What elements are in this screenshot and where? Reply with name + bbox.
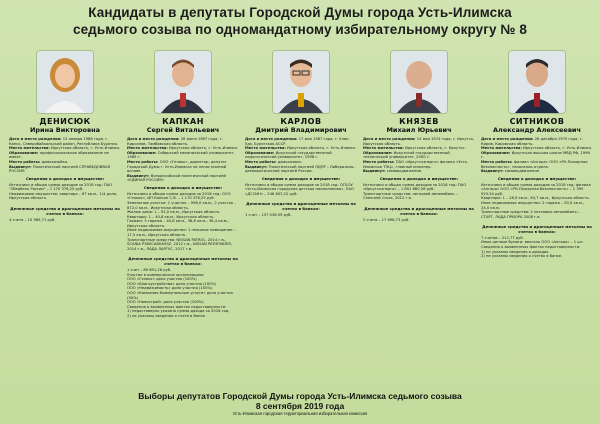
candidate-bio-line: [363, 169, 475, 174]
bio-value: 14 мая 1974 года, г. Иркутск, Иркутская область.: [363, 137, 475, 146]
bio-value: 26 июня 1967 года, г. Кирсанов, Тамбовская область.: [127, 137, 223, 146]
candidate-photo: [508, 50, 566, 114]
bio-label: Место жительства:: [245, 146, 286, 151]
deposit-line: ООО «Недвижимость» доля участия (100%): [127, 286, 213, 291]
bio-label: Образование:: [363, 150, 393, 155]
bio-value: Сибирский механический университет, 1989 г.: [127, 150, 235, 160]
bio-value: Всероссийской политической партией «ЕДИНАЯ РОССИЯ»: [127, 173, 226, 183]
deposit-line: 1) не указаны сведения о доходах.: [481, 249, 550, 254]
bio-value: Иркутская область, г. Иркутск.: [405, 146, 466, 151]
candidate-given-name: Александр Алексеевич: [493, 126, 581, 134]
candidate-column: [478, 46, 596, 382]
income-section-title: Сведения о доходах и имуществе:: [25, 175, 105, 181]
income-line: Источники и общая сумма доходов за 2018 год: филиал «Ангара» ООО «РН-Пожарная безопасность» – 1 395 925,54 руб.: [481, 182, 591, 196]
candidate-bio-line: [245, 151, 357, 160]
candidate-surname: КНЯЗЕВ: [399, 117, 439, 126]
candidate-bio-line: [127, 174, 239, 183]
income-section-title: Сведения о доходах и имуществе:: [497, 175, 577, 181]
bio-value: самовыдвижение.: [386, 169, 423, 174]
poster-title: [0, 4, 600, 38]
bio-label: Дата и место рождения:: [127, 137, 180, 141]
candidate-bio-line: [9, 137, 121, 146]
income-line: Источники и общая сумма доходов за 2018 год: ПАО "Сбербанк России" – 1 170 376,25 руб.: [9, 182, 113, 192]
candidate-bio-line: [9, 151, 121, 160]
candidate-surname: СИТНИКОВ: [509, 117, 565, 126]
bio-value: Иркутская область, г. Усть-Илимск.: [169, 146, 239, 151]
candidate-photo: [36, 50, 94, 114]
bio-label: Выдвинут:: [9, 164, 32, 169]
candidate-column: [242, 46, 360, 382]
income-line: Транспортные средства: 2 легковых автомобиля – СТАРТ, ЛАДА ПРИОРА 2008 г.в.: [481, 210, 580, 219]
candidate-column: [6, 46, 124, 382]
bio-label: Дата и место рождения:: [9, 137, 62, 141]
bio-value: 26 декабря 1970 года, г. Киров, Кировская область.: [481, 137, 583, 146]
income-section-title: Сведения о доходах и имуществе:: [143, 184, 223, 190]
bio-value: Политической партией ЛДПР – Либерально-демократической партией России.: [245, 164, 355, 174]
candidate-surname: КАПКАН: [162, 117, 204, 126]
bio-label: Образование:: [481, 150, 511, 155]
poster-title-line1: Кандидаты в депутаты Городской Думы города Усть-Илимска: [88, 5, 512, 20]
bio-value: профессиональное образование не имеет.: [9, 150, 109, 160]
bio-value: Иркутский государственный педагогический университет, 1998 г.: [245, 150, 332, 160]
deposit-line: 4 счета – 10 989,71 руб.: [9, 217, 56, 222]
bio-label: Место жительства:: [9, 146, 50, 151]
candidate-bio-line: [481, 151, 593, 160]
bio-label: Место работы:: [245, 159, 277, 164]
deposit-line: Сведения о выявленных фактах недостоверности:: [481, 245, 581, 250]
deposits-section-title: Денежные средства и драгоценные металлы на счетах в банках:: [128, 256, 238, 267]
bio-value: домохозяйка.: [41, 159, 69, 164]
bio-value: домохозяин.: [277, 159, 303, 164]
bio-label: Место работы:: [363, 159, 395, 164]
footer-line1: Выборы депутатов Городской Думы города Усть-Илимска седьмого созыва: [138, 391, 462, 401]
bio-value: Иркутская область, г. Усть-Илимск.: [523, 146, 593, 151]
candidate-surname: ДЕНИСЮК: [39, 117, 91, 126]
candidate-bio-line: [363, 137, 475, 146]
candidate-surname: КАРЛОВ: [280, 117, 322, 126]
deposit-line: Сведения о выявленных фактах недостоверности:: [127, 304, 227, 309]
income-line: Транспортные средства: легковой автомобиль – Chevrolet Cruze, 2012 г.в.: [363, 191, 458, 201]
bio-label: Образование:: [9, 150, 39, 155]
income-line: Иное недвижимое имущество: 2 гаража – 29,0 кв.м., 24,0 кв.м.: [481, 200, 585, 210]
bio-label: Выдвинут:: [127, 173, 150, 178]
bio-label: Выдвинут:: [481, 169, 504, 174]
bio-label: Место работы:: [9, 159, 41, 164]
candidate-bio-line: [363, 160, 475, 169]
poster-footer: [0, 391, 600, 417]
deposit-line: Иные ценные бумаги: вексель ООО «Ангара» – 1 шт.: [481, 240, 584, 245]
income-line: Транспортные средства: NISSAN PATROL, 2014 г.в., SCANIA P380CA6X4HSZ, 2012 г.в., NISSAN PATHFINDER, 2014 г.в., ЛАДА ЛАРГУС, 2017 г.в.: [127, 237, 233, 251]
candidate-given-name: Дмитрий Владимирович: [255, 126, 347, 134]
candidate-column: [124, 46, 242, 382]
candidate-columns: [6, 46, 596, 382]
deposit-line: Участие в коммерческих организациях:: [127, 272, 205, 277]
income-line: Земельные участки: 1 участок – 996,0 кв.м., 2 участок – 872,0 кв.м., Иркутская область.: [127, 200, 237, 210]
candidate-given-name: Михаил Юрьевич: [386, 126, 452, 134]
bio-value: ПАО «Иркутскэнерго» филиал «Усть-Илимская ТЭЦ», главный инженер.: [363, 159, 469, 169]
income-line: Жилые дома: 1 – 52,0 кв.м., Иркутская область.: [127, 210, 221, 215]
deposit-line: ООО «Гелиос» доля участия (100%): [127, 277, 197, 282]
deposit-line: 1 счет – 89 691,26 руб.: [127, 268, 172, 273]
bio-value: Иркутская высшая школа МВД РФ, 1996 г.: [481, 150, 590, 160]
candidate-bio-line: [9, 165, 121, 174]
income-line: Источники и общая сумма доходов за 2018 год: ООО «Гелиос», ИП Капкан С.В. – 1 170 376,25 руб.: [127, 191, 231, 201]
bio-value: филиал «Ангара» ООО «РН-Пожарная безопасность», начальник отдела.: [481, 159, 588, 169]
bio-value: 17 мая 1987 года, г. Улан-Удэ, Бурятская АССР.: [245, 137, 350, 146]
candidate-bio-line: [481, 160, 593, 169]
candidate-bio-line: [481, 137, 593, 146]
footer-line2: 8 сентября 2019 года: [255, 401, 345, 411]
bio-value: ООО «Гелиос», директор, депутат Городской Думы г. Усть-Илимска на непостоянной основе.: [127, 159, 227, 174]
deposit-line: ООО «Благоустройство» доля участия (100%): [127, 281, 217, 286]
income-line: Недвижимое имущество: квартира – 67 кв.м., 1/4 доля, Иркутская область.: [9, 191, 118, 201]
deposit-line: 2 счета – 17 698,73 руб.: [363, 217, 410, 222]
income-section-title: Сведения о доходах и имуществе:: [261, 175, 341, 181]
bio-label: Место работы:: [481, 159, 513, 164]
candidate-given-name: Ирина Викторовна: [29, 126, 101, 134]
income-line: Источники и общая сумма доходов за 2018 год: ОГБОУ «Усть-Илимская городская детская поликлиника», ПАО «ДССИН» – 248 603,22 руб.: [245, 182, 354, 196]
candidate-given-name: Сергей Витальевич: [146, 126, 220, 134]
bio-value: Иркутская область, г. Усть-Илимск.: [51, 146, 121, 151]
bio-label: Образование:: [127, 150, 157, 155]
bio-value: самовыдвижение.: [504, 169, 541, 174]
bio-label: Место жительства:: [127, 146, 168, 151]
bio-label: Дата и место рождения:: [245, 137, 298, 141]
deposits-section-title: Денежные средства и драгоценные металлы на счетах в банках:: [246, 201, 356, 212]
deposits-section-title: Денежные средства и драгоценные металлы на счетах в банках:: [482, 224, 592, 235]
income-line: Источники и общая сумма доходов за 2018 год: ПАО «Иркутскэнерго» – 1 851 860,56 руб.: [363, 182, 467, 192]
bio-value: 13 января 1986 года, г. Канск, Северобайкальский район, Республика Бурятия.: [9, 137, 118, 146]
deposit-line: ООО «Компания Коммунальные услуги» доля участия (50%): [127, 291, 233, 300]
candidate-photo: [154, 50, 212, 114]
bio-label: Образование:: [245, 150, 275, 155]
income-line: Квартиры: 1 – 28,9 кв.м., 64,7 кв.м., Иркутская область.: [481, 196, 590, 201]
income-line: Гаражи: 3 гаража – 40,6 кв.м., 36,6 кв.м., 36,4 кв.м., Иркутская область.: [127, 219, 229, 228]
deposit-line: 1) недостоверно указана сумма дохода за 2018 год.: [127, 309, 230, 314]
candidate-photo: [272, 50, 330, 114]
income-line: Квартиры: 1 – 40,6 кв.м., Иркутская область.: [127, 214, 215, 219]
bio-value: Политической партией СПРАВЕДЛИВАЯ РОССИЯ: [9, 164, 111, 174]
bio-value: Иркутская область, г. Усть-Илимск.: [287, 146, 357, 151]
candidate-bio-line: [127, 151, 239, 160]
candidate-bio-line: [245, 137, 357, 146]
deposits-section-title: Денежные средства и драгоценные металлы на счетах в банках:: [364, 205, 474, 216]
candidate-photo: [390, 50, 448, 114]
bio-value: Иркутский государственный технический университет, 2000 г.: [363, 150, 450, 160]
deposit-line: 7 счетов – 212,77 руб.: [481, 235, 524, 240]
candidate-bio-line: [127, 160, 239, 174]
deposit-line: 2) не указаны сведения о счетах в банке.: [481, 254, 563, 259]
bio-label: Место жительства:: [481, 146, 522, 151]
candidate-bio-line: [481, 169, 593, 174]
bio-label: Выдвинут:: [363, 169, 386, 174]
income-line: Иное недвижимое имущество: 1 нежилое помещение – 17,5 кв.м., Иркутская область.: [127, 228, 236, 238]
candidate-bio-line: [245, 165, 357, 174]
bio-label: Место жительства:: [363, 146, 404, 151]
deposit-line: 1 счет – 137 038,55 руб.: [245, 212, 292, 217]
income-section-title: Сведения о доходах и имуществе:: [379, 175, 459, 181]
poster-title-line2: седьмого созыва по одномандатному избирательному округу № 8: [72, 22, 528, 37]
candidate-column: [360, 46, 478, 382]
bio-label: Дата и место рождения:: [363, 137, 416, 141]
candidate-bio-line: [127, 137, 239, 146]
bio-label: Место работы:: [127, 159, 159, 164]
candidate-bio-line: [363, 151, 475, 160]
deposits-section-title: Денежные средства и драгоценные металлы на счетах в банках:: [10, 205, 120, 216]
footer-line3: Усть-Илимская городская территориальная избирательная комиссия: [232, 411, 368, 416]
deposit-line: 2) не указаны сведения о счете в банке.: [127, 313, 207, 318]
deposit-line: ООО «Новострой» доля участия (100%): [127, 300, 204, 305]
bio-label: Выдвинут:: [245, 164, 268, 169]
bio-label: Дата и место рождения:: [481, 137, 534, 141]
